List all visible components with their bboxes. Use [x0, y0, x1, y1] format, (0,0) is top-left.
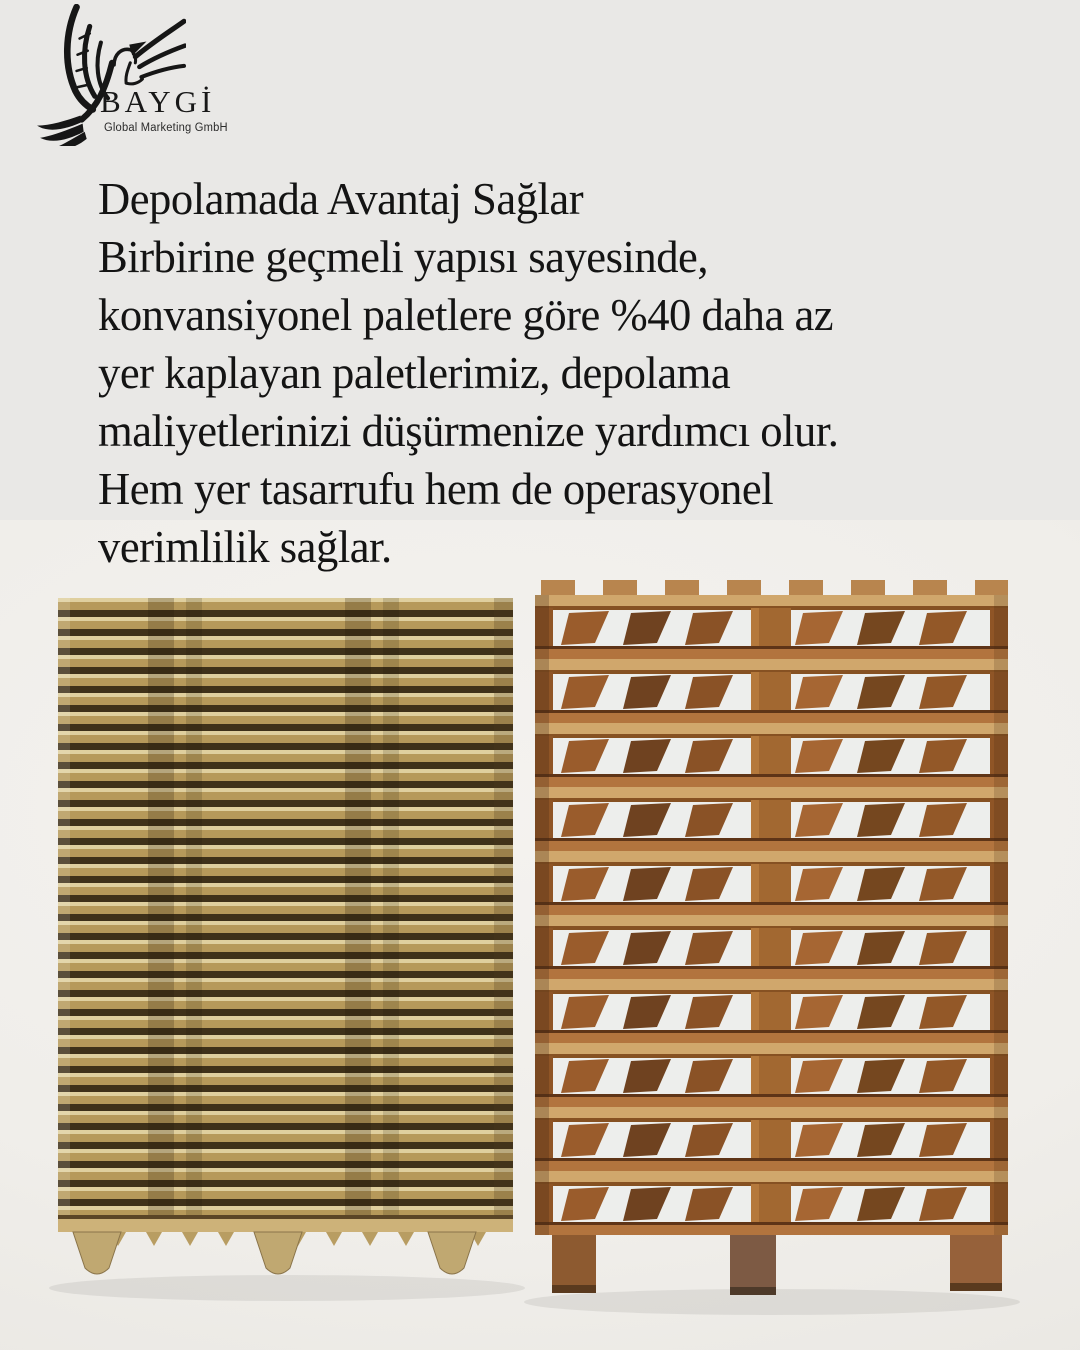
- brand-tagline: Global Marketing GmbH: [104, 122, 228, 134]
- nested-pallet-stack: [58, 598, 513, 1274]
- marketing-copy: [98, 170, 1029, 576]
- wooden-pallet-stack: [535, 580, 1008, 1295]
- brand-name: BAYGİ: [100, 84, 216, 119]
- pallet-photo-scene: [0, 520, 1080, 1350]
- copy-line: konvansiyonel paletlere göre %40 daha az: [98, 289, 834, 340]
- brand-logo: [0, 0, 300, 160]
- pallet-photo: [0, 520, 1080, 1350]
- copy-line: yer kaplayan paletlerimiz, depolama: [98, 347, 731, 398]
- copy-line: Hem yer tasarrufu hem de operasyonel: [98, 463, 774, 514]
- copy-line: verimlilik sağlar.: [98, 521, 392, 572]
- copy-line: Birbirine geçmeli yapısı sayesinde,: [98, 231, 709, 282]
- ground-shadows: [49, 1275, 1020, 1315]
- copy-line: maliyetlerinizi düşürmenize yardımcı olur.: [98, 405, 839, 456]
- copy-line: Depolamada Avantaj Sağlar: [98, 173, 584, 224]
